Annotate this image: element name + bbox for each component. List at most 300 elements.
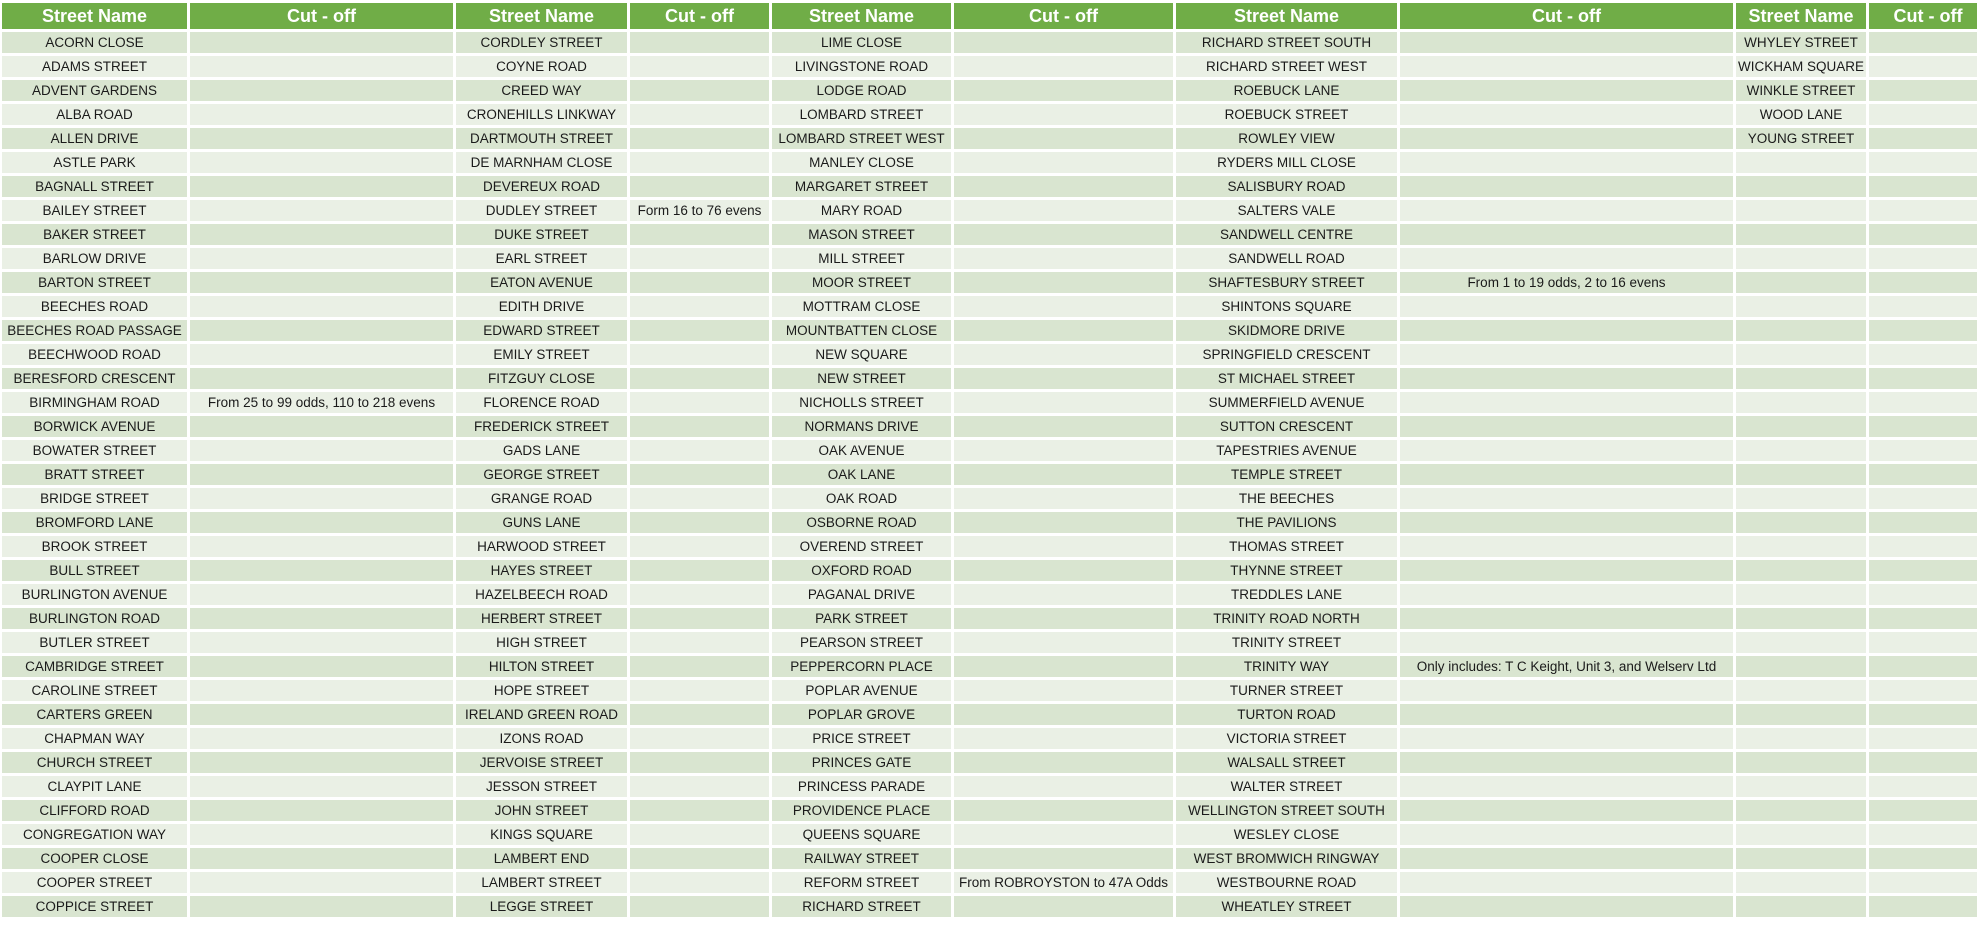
cut-off-cell[interactable]	[1400, 728, 1733, 749]
street-name-cell[interactable]: BRIDGE STREET	[2, 488, 187, 509]
cut-off-cell[interactable]	[954, 152, 1173, 173]
cut-off-cell[interactable]	[190, 320, 453, 341]
street-name-cell[interactable]: NEW STREET	[772, 368, 951, 389]
cut-off-cell[interactable]	[954, 440, 1173, 461]
street-name-cell[interactable]: TRINITY ROAD NORTH	[1176, 608, 1397, 629]
street-name-cell[interactable]: YOUNG STREET	[1736, 128, 1866, 149]
street-name-cell[interactable]: WICKHAM SQUARE	[1736, 56, 1866, 77]
cut-off-cell[interactable]	[1869, 608, 1977, 629]
street-name-cell[interactable]: HAZELBEECH ROAD	[456, 584, 627, 605]
street-name-cell[interactable]	[1736, 296, 1866, 317]
cut-off-cell[interactable]	[190, 848, 453, 869]
cut-off-cell[interactable]	[190, 584, 453, 605]
street-name-cell[interactable]: WINKLE STREET	[1736, 80, 1866, 101]
street-name-cell[interactable]	[1736, 704, 1866, 725]
street-name-cell[interactable]: CRONEHILLS LINKWAY	[456, 104, 627, 125]
cut-off-cell[interactable]	[630, 800, 769, 821]
cut-off-cell[interactable]	[1400, 224, 1733, 245]
cut-off-cell[interactable]	[1869, 368, 1977, 389]
street-name-cell[interactable]: LEGGE STREET	[456, 896, 627, 917]
cut-off-cell[interactable]	[190, 752, 453, 773]
cut-off-cell[interactable]	[954, 248, 1173, 269]
cut-off-cell[interactable]	[1400, 824, 1733, 845]
street-name-cell[interactable]: CLAYPIT LANE	[2, 776, 187, 797]
cut-off-cell[interactable]	[954, 680, 1173, 701]
street-name-cell[interactable]: SKIDMORE DRIVE	[1176, 320, 1397, 341]
cut-off-cell[interactable]	[630, 272, 769, 293]
street-name-cell[interactable]: NORMANS DRIVE	[772, 416, 951, 437]
street-name-cell[interactable]: CAROLINE STREET	[2, 680, 187, 701]
cut-off-cell[interactable]	[1400, 152, 1733, 173]
cut-off-cell[interactable]	[1869, 416, 1977, 437]
street-name-cell[interactable]: CHAPMAN WAY	[2, 728, 187, 749]
street-name-cell[interactable]: BROMFORD LANE	[2, 512, 187, 533]
street-name-cell[interactable]	[1736, 344, 1866, 365]
street-name-cell[interactable]: BARLOW DRIVE	[2, 248, 187, 269]
cut-off-cell[interactable]	[1400, 200, 1733, 221]
street-name-cell[interactable]: RYDERS MILL CLOSE	[1176, 152, 1397, 173]
street-name-cell[interactable]: BAGNALL STREET	[2, 176, 187, 197]
street-name-cell[interactable]: BURLINGTON ROAD	[2, 608, 187, 629]
cut-off-cell[interactable]	[954, 656, 1173, 677]
cut-off-cell[interactable]	[630, 152, 769, 173]
street-name-cell[interactable]: DARTMOUTH STREET	[456, 128, 627, 149]
cut-off-cell[interactable]	[630, 632, 769, 653]
street-name-cell[interactable]: COPPICE STREET	[2, 896, 187, 917]
cut-off-header[interactable]: Cut - off	[954, 3, 1173, 29]
cut-off-cell[interactable]	[1869, 800, 1977, 821]
cut-off-cell[interactable]	[1400, 512, 1733, 533]
street-name-cell[interactable]: LAMBERT STREET	[456, 872, 627, 893]
street-name-cell[interactable]: POPLAR AVENUE	[772, 680, 951, 701]
cut-off-cell[interactable]	[630, 872, 769, 893]
street-name-cell[interactable]	[1736, 608, 1866, 629]
cut-off-cell[interactable]	[1869, 464, 1977, 485]
cut-off-cell[interactable]	[190, 128, 453, 149]
street-name-cell[interactable]: MASON STREET	[772, 224, 951, 245]
cut-off-cell[interactable]	[1869, 488, 1977, 509]
street-name-cell[interactable]: BAILEY STREET	[2, 200, 187, 221]
street-name-cell[interactable]	[1736, 368, 1866, 389]
street-name-cell[interactable]: DE MARNHAM CLOSE	[456, 152, 627, 173]
street-name-cell[interactable]: ACORN CLOSE	[2, 32, 187, 53]
street-name-cell[interactable]: PROVIDENCE PLACE	[772, 800, 951, 821]
cut-off-cell[interactable]	[954, 272, 1173, 293]
street-name-cell[interactable]: GEORGE STREET	[456, 464, 627, 485]
cut-off-cell[interactable]	[630, 848, 769, 869]
cut-off-cell[interactable]	[630, 416, 769, 437]
street-name-cell[interactable]: BURLINGTON AVENUE	[2, 584, 187, 605]
street-name-cell[interactable]: WHEATLEY STREET	[1176, 896, 1397, 917]
street-name-cell[interactable]: CLIFFORD ROAD	[2, 800, 187, 821]
cut-off-cell[interactable]	[1869, 656, 1977, 677]
street-name-cell[interactable]: ROEBUCK STREET	[1176, 104, 1397, 125]
cut-off-cell[interactable]	[954, 896, 1173, 917]
cut-off-cell[interactable]	[1400, 584, 1733, 605]
street-name-cell[interactable]: PRICE STREET	[772, 728, 951, 749]
street-name-cell[interactable]	[1736, 248, 1866, 269]
street-name-cell[interactable]	[1736, 800, 1866, 821]
cut-off-cell[interactable]	[1400, 320, 1733, 341]
cut-off-cell[interactable]	[190, 776, 453, 797]
cut-off-cell[interactable]	[954, 224, 1173, 245]
street-name-cell[interactable]: PRINCES GATE	[772, 752, 951, 773]
cut-off-cell[interactable]	[190, 872, 453, 893]
street-name-cell[interactable]: GUNS LANE	[456, 512, 627, 533]
street-name-cell[interactable]: THYNNE STREET	[1176, 560, 1397, 581]
cut-off-cell[interactable]	[190, 368, 453, 389]
cut-off-cell[interactable]	[954, 464, 1173, 485]
cut-off-header[interactable]: Cut - off	[1869, 3, 1977, 29]
cut-off-cell[interactable]	[1400, 80, 1733, 101]
cut-off-cell[interactable]	[1869, 152, 1977, 173]
street-name-cell[interactable]: BOWATER STREET	[2, 440, 187, 461]
street-name-header[interactable]: Street Name	[1176, 3, 1397, 29]
cut-off-cell[interactable]	[190, 488, 453, 509]
street-name-cell[interactable]: KINGS SQUARE	[456, 824, 627, 845]
cut-off-cell[interactable]	[190, 224, 453, 245]
cut-off-cell[interactable]	[954, 512, 1173, 533]
cut-off-cell[interactable]	[190, 464, 453, 485]
cut-off-cell[interactable]	[630, 176, 769, 197]
street-name-cell[interactable]: DUKE STREET	[456, 224, 627, 245]
street-name-cell[interactable]: TEMPLE STREET	[1176, 464, 1397, 485]
street-name-header[interactable]: Street Name	[1736, 3, 1866, 29]
cut-off-cell[interactable]	[1869, 392, 1977, 413]
street-name-cell[interactable]: SHAFTESBURY STREET	[1176, 272, 1397, 293]
cut-off-cell[interactable]	[954, 704, 1173, 725]
cut-off-cell[interactable]	[1869, 632, 1977, 653]
street-name-cell[interactable]	[1736, 272, 1866, 293]
cut-off-cell[interactable]	[1869, 200, 1977, 221]
cut-off-cell[interactable]	[190, 704, 453, 725]
cut-off-cell[interactable]	[954, 752, 1173, 773]
cut-off-cell[interactable]	[954, 776, 1173, 797]
cut-off-cell[interactable]	[1869, 776, 1977, 797]
street-name-cell[interactable]: BARTON STREET	[2, 272, 187, 293]
street-name-cell[interactable]: LAMBERT END	[456, 848, 627, 869]
cut-off-cell[interactable]	[1400, 104, 1733, 125]
street-name-cell[interactable]: TRINITY STREET	[1176, 632, 1397, 653]
street-name-cell[interactable]: CHURCH STREET	[2, 752, 187, 773]
street-name-cell[interactable]	[1736, 776, 1866, 797]
street-name-cell[interactable]: BROOK STREET	[2, 536, 187, 557]
cut-off-cell[interactable]	[630, 536, 769, 557]
cut-off-cell[interactable]	[1400, 32, 1733, 53]
street-name-cell[interactable]: OXFORD ROAD	[772, 560, 951, 581]
street-name-cell[interactable]: SALTERS VALE	[1176, 200, 1397, 221]
cut-off-cell[interactable]	[630, 440, 769, 461]
cut-off-cell[interactable]	[1400, 632, 1733, 653]
cut-off-cell[interactable]	[954, 824, 1173, 845]
street-name-cell[interactable]	[1736, 512, 1866, 533]
cut-off-cell[interactable]	[954, 416, 1173, 437]
street-name-cell[interactable]: GRANGE ROAD	[456, 488, 627, 509]
cut-off-cell[interactable]	[190, 416, 453, 437]
cut-off-cell[interactable]	[1400, 128, 1733, 149]
street-name-cell[interactable]: SPRINGFIELD CRESCENT	[1176, 344, 1397, 365]
cut-off-cell[interactable]	[954, 368, 1173, 389]
cut-off-cell[interactable]	[190, 272, 453, 293]
street-name-cell[interactable]: LIME CLOSE	[772, 32, 951, 53]
street-name-cell[interactable]	[1736, 392, 1866, 413]
street-name-cell[interactable]: MOTTRAM CLOSE	[772, 296, 951, 317]
cut-off-cell[interactable]	[954, 560, 1173, 581]
cut-off-cell[interactable]	[1869, 680, 1977, 701]
street-name-cell[interactable]	[1736, 680, 1866, 701]
street-name-cell[interactable]: PAGANAL DRIVE	[772, 584, 951, 605]
street-name-cell[interactable]	[1736, 872, 1866, 893]
street-name-cell[interactable]: VICTORIA STREET	[1176, 728, 1397, 749]
cut-off-cell[interactable]	[1400, 896, 1733, 917]
street-name-cell[interactable]: MILL STREET	[772, 248, 951, 269]
cut-off-cell[interactable]: Form 16 to 76 evens	[630, 200, 769, 221]
cut-off-cell[interactable]	[954, 728, 1173, 749]
street-name-cell[interactable]: NICHOLLS STREET	[772, 392, 951, 413]
street-name-cell[interactable]: BRATT STREET	[2, 464, 187, 485]
street-name-cell[interactable]: DUDLEY STREET	[456, 200, 627, 221]
cut-off-cell[interactable]	[1400, 176, 1733, 197]
street-name-cell[interactable]: TURTON ROAD	[1176, 704, 1397, 725]
cut-off-cell[interactable]	[1400, 440, 1733, 461]
cut-off-cell[interactable]	[954, 56, 1173, 77]
street-name-cell[interactable]: BIRMINGHAM ROAD	[2, 392, 187, 413]
street-name-cell[interactable]: WELLINGTON STREET SOUTH	[1176, 800, 1397, 821]
street-name-cell[interactable]: THE PAVILIONS	[1176, 512, 1397, 533]
street-name-cell[interactable]: LOMBARD STREET	[772, 104, 951, 125]
cut-off-cell[interactable]	[954, 608, 1173, 629]
street-name-cell[interactable]: WESTBOURNE ROAD	[1176, 872, 1397, 893]
street-name-cell[interactable]: SANDWELL ROAD	[1176, 248, 1397, 269]
cut-off-cell[interactable]	[1869, 536, 1977, 557]
street-name-cell[interactable]: EMILY STREET	[456, 344, 627, 365]
cut-off-cell[interactable]	[630, 296, 769, 317]
street-name-cell[interactable]: FREDERICK STREET	[456, 416, 627, 437]
street-name-cell[interactable]	[1736, 632, 1866, 653]
street-name-cell[interactable]: PRINCESS PARADE	[772, 776, 951, 797]
street-name-cell[interactable]: GADS LANE	[456, 440, 627, 461]
street-name-cell[interactable]: FITZGUY CLOSE	[456, 368, 627, 389]
street-name-cell[interactable]	[1736, 728, 1866, 749]
street-name-cell[interactable]: ALBA ROAD	[2, 104, 187, 125]
cut-off-cell[interactable]	[190, 80, 453, 101]
cut-off-cell[interactable]	[190, 176, 453, 197]
cut-off-cell[interactable]	[1869, 344, 1977, 365]
street-name-cell[interactable]: OSBORNE ROAD	[772, 512, 951, 533]
cut-off-cell[interactable]	[190, 632, 453, 653]
cut-off-cell[interactable]	[1400, 704, 1733, 725]
street-name-cell[interactable]: MOUNTBATTEN CLOSE	[772, 320, 951, 341]
street-name-cell[interactable]: MARGARET STREET	[772, 176, 951, 197]
street-name-cell[interactable]	[1736, 752, 1866, 773]
cut-off-cell[interactable]	[190, 896, 453, 917]
street-name-cell[interactable]: PARK STREET	[772, 608, 951, 629]
cut-off-cell[interactable]	[954, 296, 1173, 317]
cut-off-cell[interactable]	[1869, 128, 1977, 149]
street-name-cell[interactable]	[1736, 824, 1866, 845]
street-name-cell[interactable]: JESSON STREET	[456, 776, 627, 797]
street-name-cell[interactable]: CORDLEY STREET	[456, 32, 627, 53]
cut-off-cell[interactable]	[190, 344, 453, 365]
cut-off-cell[interactable]	[190, 656, 453, 677]
cut-off-cell[interactable]	[1400, 608, 1733, 629]
street-name-cell[interactable]: SALISBURY ROAD	[1176, 176, 1397, 197]
street-name-cell[interactable]	[1736, 176, 1866, 197]
cut-off-cell[interactable]	[1869, 512, 1977, 533]
street-name-cell[interactable]: THOMAS STREET	[1176, 536, 1397, 557]
cut-off-cell[interactable]	[1869, 752, 1977, 773]
cut-off-cell[interactable]	[630, 368, 769, 389]
cut-off-cell[interactable]: From ROBROYSTON to 47A Odds	[954, 872, 1173, 893]
street-name-cell[interactable]	[1736, 848, 1866, 869]
street-name-cell[interactable]	[1736, 224, 1866, 245]
cut-off-cell[interactable]	[1869, 56, 1977, 77]
street-name-cell[interactable]: NEW SQUARE	[772, 344, 951, 365]
street-name-cell[interactable]: WESLEY CLOSE	[1176, 824, 1397, 845]
cut-off-cell[interactable]	[190, 560, 453, 581]
street-name-cell[interactable]: ROWLEY VIEW	[1176, 128, 1397, 149]
street-name-cell[interactable]	[1736, 464, 1866, 485]
cut-off-cell[interactable]	[1869, 272, 1977, 293]
street-name-cell[interactable]: DEVEREUX ROAD	[456, 176, 627, 197]
street-name-cell[interactable]: THE BEECHES	[1176, 488, 1397, 509]
street-name-cell[interactable]: QUEENS SQUARE	[772, 824, 951, 845]
street-name-cell[interactable]: EARL STREET	[456, 248, 627, 269]
street-name-cell[interactable]	[1736, 560, 1866, 581]
street-name-cell[interactable]: ASTLE PARK	[2, 152, 187, 173]
street-name-cell[interactable]: HIGH STREET	[456, 632, 627, 653]
street-name-cell[interactable]: EATON AVENUE	[456, 272, 627, 293]
cut-off-cell[interactable]	[1869, 872, 1977, 893]
street-name-cell[interactable]	[1736, 416, 1866, 437]
cut-off-cell[interactable]	[1869, 728, 1977, 749]
street-name-cell[interactable]	[1736, 152, 1866, 173]
street-name-cell[interactable]: ROEBUCK LANE	[1176, 80, 1397, 101]
street-name-header[interactable]: Street Name	[772, 3, 951, 29]
street-name-cell[interactable]: ST MICHAEL STREET	[1176, 368, 1397, 389]
cut-off-cell[interactable]	[1869, 176, 1977, 197]
street-name-cell[interactable]: OAK AVENUE	[772, 440, 951, 461]
cut-off-cell[interactable]	[1400, 848, 1733, 869]
street-name-cell[interactable]: BORWICK AVENUE	[2, 416, 187, 437]
street-name-header[interactable]: Street Name	[2, 3, 187, 29]
street-name-cell[interactable]: BEECHWOOD ROAD	[2, 344, 187, 365]
cut-off-header[interactable]: Cut - off	[190, 3, 453, 29]
cut-off-cell[interactable]	[1869, 296, 1977, 317]
cut-off-cell[interactable]	[1400, 680, 1733, 701]
street-name-header[interactable]: Street Name	[456, 3, 627, 29]
cut-off-cell[interactable]	[1400, 752, 1733, 773]
street-name-cell[interactable]: TRINITY WAY	[1176, 656, 1397, 677]
cut-off-header[interactable]: Cut - off	[1400, 3, 1733, 29]
street-name-cell[interactable]: COOPER CLOSE	[2, 848, 187, 869]
cut-off-cell[interactable]	[1869, 704, 1977, 725]
cut-off-cell[interactable]	[190, 296, 453, 317]
cut-off-cell[interactable]	[1869, 32, 1977, 53]
cut-off-cell[interactable]	[630, 512, 769, 533]
cut-off-cell[interactable]	[630, 32, 769, 53]
street-name-cell[interactable]: TREDDLES LANE	[1176, 584, 1397, 605]
cut-off-cell[interactable]	[954, 584, 1173, 605]
cut-off-cell[interactable]	[630, 392, 769, 413]
street-name-cell[interactable]: MANLEY CLOSE	[772, 152, 951, 173]
street-name-cell[interactable]: OVEREND STREET	[772, 536, 951, 557]
street-name-cell[interactable]: TAPESTRIES AVENUE	[1176, 440, 1397, 461]
street-name-cell[interactable]: WALSALL STREET	[1176, 752, 1397, 773]
cut-off-cell[interactable]	[954, 80, 1173, 101]
street-name-cell[interactable]: CARTERS GREEN	[2, 704, 187, 725]
cut-off-cell[interactable]: From 25 to 99 odds, 110 to 218 evens	[190, 392, 453, 413]
cut-off-cell[interactable]: From 1 to 19 odds, 2 to 16 evens	[1400, 272, 1733, 293]
cut-off-cell[interactable]	[954, 536, 1173, 557]
cut-off-cell[interactable]	[1869, 248, 1977, 269]
cut-off-cell[interactable]	[190, 608, 453, 629]
street-name-cell[interactable]: COYNE ROAD	[456, 56, 627, 77]
cut-off-cell[interactable]	[630, 128, 769, 149]
street-name-cell[interactable]	[1736, 584, 1866, 605]
cut-off-cell[interactable]	[1869, 320, 1977, 341]
street-name-cell[interactable]	[1736, 656, 1866, 677]
street-name-cell[interactable]: BERESFORD CRESCENT	[2, 368, 187, 389]
cut-off-cell[interactable]	[630, 752, 769, 773]
cut-off-cell[interactable]	[190, 56, 453, 77]
street-name-cell[interactable]: ADVENT GARDENS	[2, 80, 187, 101]
cut-off-cell[interactable]	[1400, 416, 1733, 437]
street-name-cell[interactable]: SANDWELL CENTRE	[1176, 224, 1397, 245]
cut-off-cell[interactable]	[190, 536, 453, 557]
cut-off-cell[interactable]	[190, 800, 453, 821]
cut-off-cell[interactable]	[1869, 440, 1977, 461]
cut-off-cell[interactable]	[630, 776, 769, 797]
street-name-cell[interactable]: HARWOOD STREET	[456, 536, 627, 557]
street-name-cell[interactable]: OAK ROAD	[772, 488, 951, 509]
street-name-cell[interactable]: PEARSON STREET	[772, 632, 951, 653]
cut-off-cell[interactable]	[630, 824, 769, 845]
street-name-cell[interactable]: IRELAND GREEN ROAD	[456, 704, 627, 725]
street-name-cell[interactable]: RICHARD STREET	[772, 896, 951, 917]
street-name-cell[interactable]: HERBERT STREET	[456, 608, 627, 629]
street-name-cell[interactable]: SUMMERFIELD AVENUE	[1176, 392, 1397, 413]
cut-off-cell[interactable]	[1869, 848, 1977, 869]
cut-off-cell[interactable]	[1400, 488, 1733, 509]
cut-off-cell[interactable]	[1400, 344, 1733, 365]
street-name-cell[interactable]	[1736, 488, 1866, 509]
cut-off-cell[interactable]	[630, 728, 769, 749]
street-name-cell[interactable]: MOOR STREET	[772, 272, 951, 293]
cut-off-cell[interactable]: Only includes: T C Keight, Unit 3, and Welserv Ltd	[1400, 656, 1733, 677]
street-name-cell[interactable]: BEECHES ROAD	[2, 296, 187, 317]
cut-off-cell[interactable]	[954, 848, 1173, 869]
cut-off-cell[interactable]	[190, 680, 453, 701]
cut-off-cell[interactable]	[1400, 296, 1733, 317]
cut-off-cell[interactable]	[630, 248, 769, 269]
street-name-cell[interactable]: MARY ROAD	[772, 200, 951, 221]
cut-off-cell[interactable]	[630, 656, 769, 677]
street-name-cell[interactable]: BEECHES ROAD PASSAGE	[2, 320, 187, 341]
cut-off-cell[interactable]	[954, 32, 1173, 53]
cut-off-cell[interactable]	[190, 824, 453, 845]
street-name-cell[interactable]	[1736, 320, 1866, 341]
cut-off-cell[interactable]	[190, 440, 453, 461]
street-name-cell[interactable]: HAYES STREET	[456, 560, 627, 581]
cut-off-cell[interactable]	[1400, 560, 1733, 581]
cut-off-cell[interactable]	[190, 248, 453, 269]
cut-off-cell[interactable]	[954, 320, 1173, 341]
cut-off-cell[interactable]	[954, 632, 1173, 653]
street-name-cell[interactable]: FLORENCE ROAD	[456, 392, 627, 413]
street-name-cell[interactable]: BUTLER STREET	[2, 632, 187, 653]
cut-off-cell[interactable]	[630, 56, 769, 77]
